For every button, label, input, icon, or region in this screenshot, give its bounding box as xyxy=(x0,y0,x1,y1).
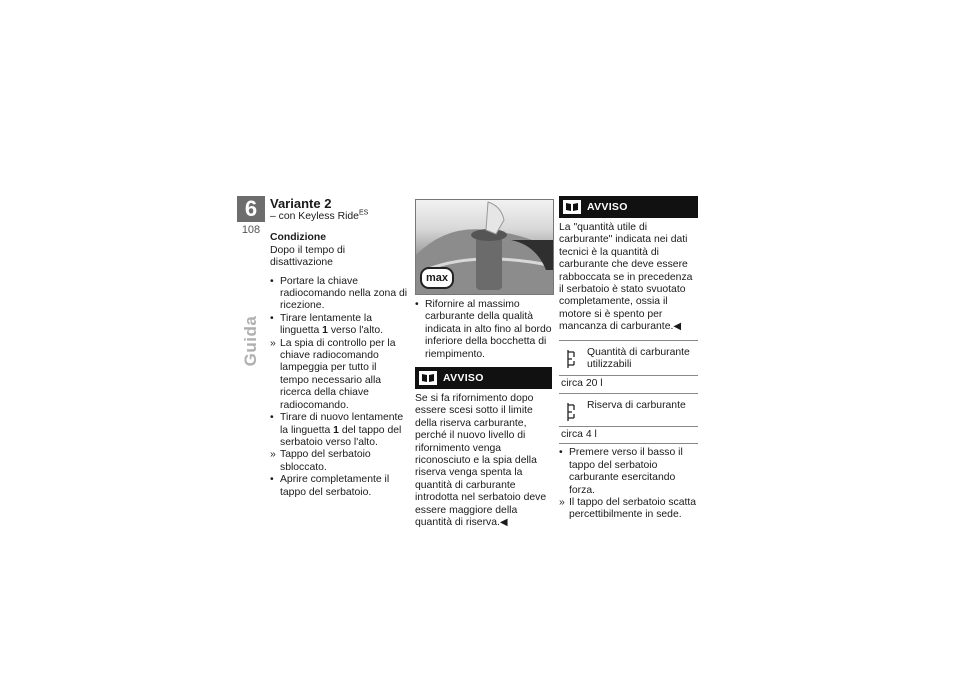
list-item: » Tappo del serbatoio sbloccato. xyxy=(270,449,408,474)
end-marker: ◀ xyxy=(673,321,682,333)
list-item: • Premere verso il basso il tappo del serbatoio carburante esercitando forza. xyxy=(559,447,698,497)
section-heading: Variante 2 xyxy=(270,196,332,211)
chapter-number: 6 xyxy=(237,196,265,222)
spec-row-header xyxy=(559,394,698,427)
variant-text: – con Keyless Ride xyxy=(270,211,359,222)
book-warning-icon xyxy=(563,200,581,214)
list-item: » Il tappo del serbatoio scatta percettibilmente in sede. xyxy=(559,497,698,522)
warning-label: AVVISO xyxy=(587,200,628,213)
step-list xyxy=(270,276,408,499)
column-3 xyxy=(559,196,698,522)
spec-value: circa 4 l xyxy=(559,427,698,444)
list-item: • Tirare di nuovo lentamente la linguetta 1 del tappo del serbatoio verso l'alto. xyxy=(270,412,408,449)
page-number: 108 xyxy=(241,224,261,236)
end-marker: ◀ xyxy=(499,517,508,529)
spec-title: Riserva di carburante xyxy=(587,399,686,411)
spec-row-header xyxy=(559,341,698,377)
list-item: • Tirare lentamente la linguetta 1 verso l'alto. xyxy=(270,313,408,338)
warning-header xyxy=(415,367,552,389)
list-item: • Rifornire al massimo carburante della qualità indicata in alto fino al bordo inferiore della bocchetta di riempimento. xyxy=(415,299,552,361)
condition-heading: Condizione xyxy=(270,232,326,244)
fuel-filler-photo xyxy=(415,199,554,295)
section-title-vertical xyxy=(239,296,263,386)
warning-text: Se si fa rifornimento dopo essere scesi sotto il limite della riserva carburante, perché il nuovo livello di rifornimento venga riconosciuto e la spia della riserva venga spenta la quantità di carburante introdotta nel serbatoio deve essere maggiore della quantità di riserva.◀ xyxy=(415,393,547,529)
fuel-gauge-icon xyxy=(559,347,583,372)
step-list xyxy=(415,299,552,361)
list-item: » La spia di controllo per la chiave radiocomando lampeggia per tutto il tempo necessario alla ricerca della chiave radiocomando. xyxy=(270,338,408,412)
variant-note xyxy=(270,211,408,223)
warning-header xyxy=(559,196,698,218)
condition-text: Dopo il tempo di disattivazione xyxy=(270,244,346,269)
variant-superscript: ES xyxy=(358,209,369,217)
spec-title: Quantità di carburante utilizzabili xyxy=(587,346,690,371)
spec-value: circa 20 l xyxy=(559,376,698,393)
step-list xyxy=(559,447,698,521)
column-2 xyxy=(415,196,552,530)
spec-table xyxy=(559,340,698,445)
book-warning-icon xyxy=(419,371,437,385)
section-title: Guida xyxy=(241,315,260,367)
warning-label: AVVISO xyxy=(443,371,484,384)
column-1 xyxy=(270,196,408,499)
warning-text: La "quantità utile di carburante" indicata nei dati tecnici è la quantità di carburante che deve essere rabboccata se in precedenza il serbatoio è stato svuotato completamente, ossia il motore si è spento per mancanza di carburante.◀ xyxy=(559,222,693,333)
fuel-gauge-icon xyxy=(559,400,583,422)
list-item: • Portare la chiave radiocomando nella zona di ricezione. xyxy=(270,276,408,313)
max-label-badge: max xyxy=(420,267,454,289)
list-item: • Aprire completamente il tappo del serbatoio. xyxy=(270,474,408,499)
